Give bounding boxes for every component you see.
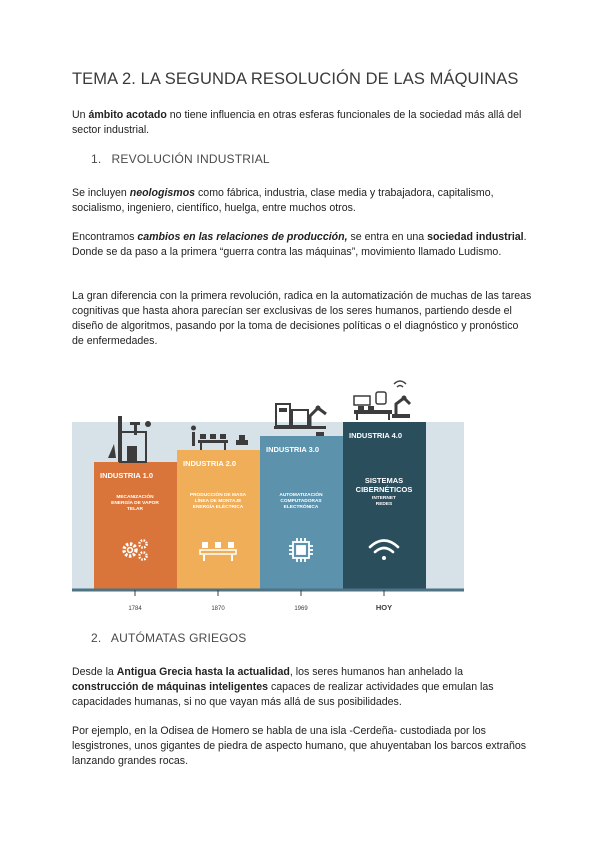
year-1870: 1870 <box>211 606 225 612</box>
section-heading-automatas-griegos: 2. AUTÓMATAS GRIEGOS <box>91 631 247 645</box>
industria-1-line3: TELAR <box>127 507 143 512</box>
section-heading-revolucion-industrial: 1. REVOLUCIÓN INDUSTRIAL <box>91 152 270 166</box>
year-1969: 1969 <box>294 606 308 612</box>
industria-3-line2: COMPUTADORAS <box>280 499 322 504</box>
industria-2-column <box>177 450 260 590</box>
chip-icon <box>289 538 313 562</box>
figure-bottom-band <box>72 590 464 616</box>
industria-1-line1: MECANIZACIÓN <box>116 495 154 500</box>
paragraph-diferencia: La gran diferencia con la primera revolución, radica en la automatización de muchas de las tareas cognitivas que hasta ahora parecían ser exclusivas de los seres humanos, partiendo desde el diseño de algoritmos, pasando por la toma de decisiones políticas o el diagnóstico y pronóstico de enfermedades. <box>72 290 532 347</box>
smart-factory-icon <box>354 381 410 420</box>
industria-1-column <box>94 462 177 590</box>
industria-4-line3: INTERNET <box>372 496 396 501</box>
page-title: TEMA 2. LA SEGUNDA RESOLUCIÓN DE LAS MÁQUINAS <box>72 70 519 88</box>
paragraph-odisea: Por ejemplo, en la Odisea de Homero se habla de una isla -Cerdeña- custodiada por los lesgistrones, unos gigantes de piedra de aspecto humano, que ahuyentaban los barcos extraños lanzando grandes rocas. <box>72 725 527 767</box>
industria-1-title: INDUSTRIA 1.0 <box>100 471 154 480</box>
paragraph-antigua-grecia: Desde la Antigua Grecia hasta la actualidad, los seres humanos han anhelado la construcción de máquinas inteligentes capaces de realizar actividades que emulan las capacidades humanas, si no que vayan más allá de sus posibilidades. <box>72 666 494 708</box>
industria-4-line2: CIBERNÉTICOS <box>355 485 413 494</box>
intro-paragraph: Un ámbito acotado no tiene influencia en otras esferas funcionales de la sociedad más allá del sector industrial. <box>72 109 522 136</box>
industria-3-column <box>260 436 343 590</box>
year-hoy: HOY <box>375 603 393 612</box>
year-1784: 1784 <box>128 606 142 612</box>
industria-1-line2: ENERGÍA DE VAPOR <box>111 501 159 506</box>
industria-2-line3: ENERGÍA ELÉCTRICA <box>192 505 244 510</box>
paragraph-neologismos: Se incluyen neologismos como fábrica, industria, clase media y trabajadora, capitalismo, socialismo, ingeniero, científico, huelga, entre muchos otros. <box>72 187 494 214</box>
industria-2-line1: PRODUCCIÓN DE MASA <box>189 493 247 498</box>
industry-revolution-figure <box>72 366 466 616</box>
paragraph-cambios: Encontramos cambios en las relaciones de producción, se entra en una sociedad industrial. Donde se da paso a la primera “guerra contra las máquinas”, movimiento llamado Ludismo. <box>72 231 527 258</box>
industria-4-line1: SISTEMAS <box>364 476 404 485</box>
industria-2-title: INDUSTRIA 2.0 <box>183 459 237 468</box>
industria-4-line4: REDES <box>375 502 393 507</box>
industria-3-line3: ELECTRÓNICA <box>283 505 319 510</box>
industria-2-line2: LÍNEA DE MONTAJE <box>194 499 242 504</box>
industria-4-title: INDUSTRIA 4.0 <box>349 431 403 440</box>
industria-3-title: INDUSTRIA 3.0 <box>266 445 320 454</box>
industria-3-line1: AUTOMATIZACIÓN <box>279 493 323 498</box>
